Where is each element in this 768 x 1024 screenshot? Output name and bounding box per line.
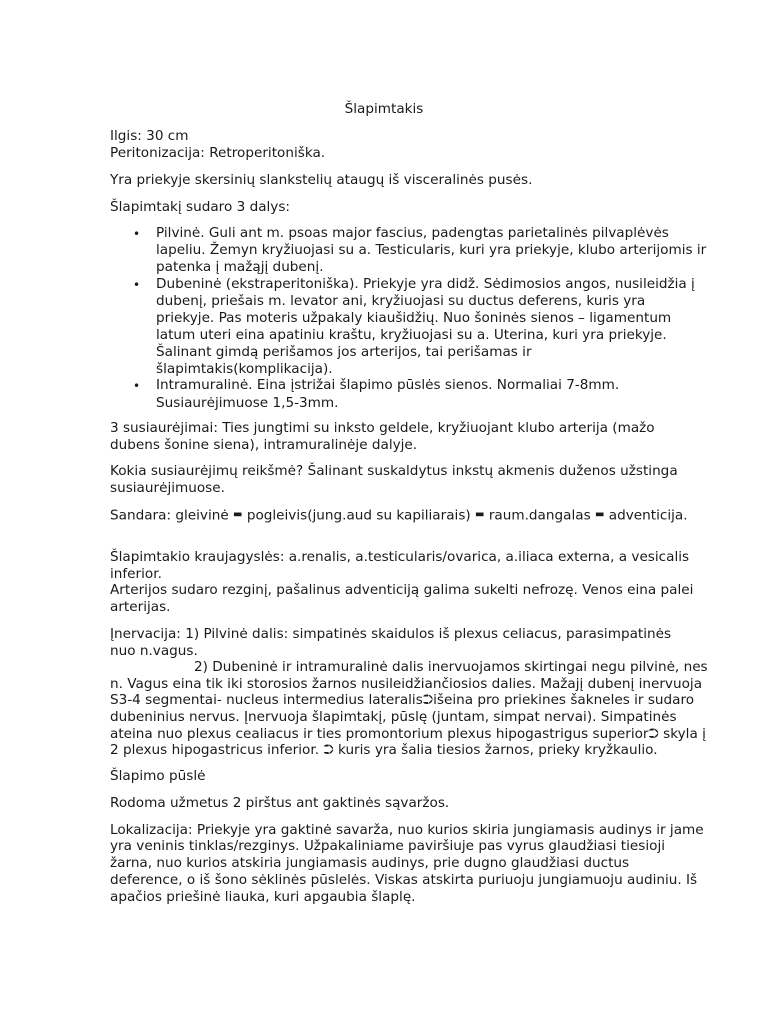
bullet-marker: • <box>133 379 141 393</box>
innervation-line: n. Vagus eina tik iki storosios žarnos nusileidžiančiosios dalies. Mažajį dubenį inervuoja <box>110 676 703 692</box>
narrowings-line: dubens šonine siena), intramuralinėje dalyje. <box>110 437 418 453</box>
part-dubenine-line: šlapimtakis(komplikacija). <box>156 361 333 377</box>
vessels-line: arterijas. <box>110 599 171 615</box>
structure-part: raum.dangalas <box>488 507 591 524</box>
separator-symbol: ▬ <box>233 509 243 520</box>
bullet-marker: • <box>133 278 141 292</box>
structure-part: Sandara: gleivinė <box>110 507 229 524</box>
significance-line: susiaurėjimuose. <box>110 480 225 496</box>
structure-part: adventicija. <box>608 507 688 524</box>
position-paragraph: Yra priekyje skersinių slankstelių ataugų iš visceralinės pusės. <box>110 172 533 188</box>
narrowings-line: 3 susiaurėjimai: Ties jungtimi su inksto geldele, kryžiuojant klubo arterija (mažo <box>110 420 655 436</box>
bladder-heading: Šlapimo pūslė <box>110 768 206 784</box>
part-dubenine-line: Dubeninė (ekstraperitoniška). Priekyje yra didž. Sėdimosios angos, nusileidžia į <box>156 276 695 292</box>
part-pilvine-line: lapeliu. Žemyn kryžiuojasi su a. Testicularis, kuri yra priekyje, klubo arterijomis ir <box>156 242 707 258</box>
part-pilvine-line: patenka į mažąjį dubenį. <box>156 259 324 275</box>
part-dubenine-line: dubenį, priešais m. levator ani, kryžiuojasi su ductus deferens, kuris yra <box>156 293 646 309</box>
peritonization-line: Peritonizacija: Retroperitoniška. <box>110 145 326 161</box>
separator-symbol: ▬ <box>475 509 485 520</box>
parts-intro: Šlapimtakį sudaro 3 dalys: <box>110 199 291 215</box>
innervation-line: S3-4 segmentai- nucleus intermedius lateralis⮊išeina pro priekines šakneles ir sudaro <box>110 692 695 708</box>
part-pilvine-line: Pilvinė. Guli ant m. psoas major fascius, padengtas parietalinės pilvaplėvės <box>156 225 669 241</box>
structure-line <box>110 507 688 524</box>
part-intramuraline-line: Intramuralinė. Eina įstrižai šlapimo pūslės sienos. Normaliai 7-8mm. <box>156 377 620 393</box>
part-dubenine-line: Šalinant gimdą perišamos jos arterijos, tai perišamas ir <box>156 344 532 360</box>
bladder-location-line: apačios priešinė liauka, kuri apgaubia šlaplę. <box>110 889 416 905</box>
bullet-marker: • <box>133 227 141 241</box>
innervation-line: nuo n.vagus. <box>110 643 198 659</box>
doc-title: Šlapimtakis <box>344 101 424 117</box>
bladder-palpation: Rodoma užmetus 2 pirštus ant gaktinės sąvaržos. <box>110 795 450 811</box>
innervation-line: 2 plexus hipogastricus inferior. ⮊ kuris yra šalia tiesios žarnos, prieky kryžkaulio. <box>110 742 658 758</box>
separator-symbol: ▬ <box>594 509 605 520</box>
innervation-line: dubeninius nervus. Įnervuoja šlapimtakį, pūslę (juntam, simpat nervai). Simpatinės <box>110 709 677 725</box>
vessels-line: Arterijos sudaro rezginį, pašalinus adventiciją galima sukelti nefrozę. Venos eina palei <box>110 582 694 598</box>
part-dubenine-line: latum uteri eina apatiniu kraštu, kryžiuojasi su a. Uterina, kuri yra priekyje. <box>156 327 667 343</box>
vessels-line: Šlapimtakio kraujagyslės: a.renalis, a.testicularis/ovarica, a.iliaca externa, a vesicalis <box>110 549 690 565</box>
length-line: Ilgis: 30 cm <box>110 128 189 144</box>
bladder-location-line: yra veninis tinklas/rezginys. Užpakaliniame paviršiuje pas vyrus glaudžiasi tiesioji <box>110 838 666 854</box>
part-dubenine-line: priekyje. Pas moteris užpakaly kiaušidžių. Nuo šoninės sienos – ligamentum <box>156 310 672 326</box>
part-intramuraline-line: Susiaurėjimuose 1,5-3mm. <box>156 395 339 411</box>
innervation-line: Įnervacija: 1) Pilvinė dalis: simpatinės skaidulos iš plexus celiacus, parasimpatinės <box>110 626 672 642</box>
structure-part: pogleivis(jung.aud su kapiliarais) <box>246 507 471 524</box>
bladder-location-line: deference, o iš šono sėklinės pūslelės. Viskas atskirta puriuoju jungiamuoju audiniu. Iš <box>110 872 698 888</box>
significance-line: Kokia susiaurėjimų reikšmė? Šalinant suskaldytus inkstų akmenis duženos užstinga <box>110 463 678 479</box>
innervation-line: ateina nuo plexus cealiacus ir ties promontorium plexus hipogastrigus superior⮊ skyla į <box>110 726 706 742</box>
innervation-line: 2) Dubeninė ir intramuralinė dalis inervuojamos skirtingai negu pilvinė, nes <box>194 659 708 675</box>
vessels-line: inferior. <box>110 566 162 582</box>
bladder-location-line: Lokalizacija: Priekyje yra gaktinė savarža, nuo kurios skiria jungiamasis audinys ir jame <box>110 822 704 838</box>
bladder-location-line: žarna, nuo kurios atskiria jungiamasis audinys, prie dugno glaudžiasi ductus <box>110 855 630 871</box>
